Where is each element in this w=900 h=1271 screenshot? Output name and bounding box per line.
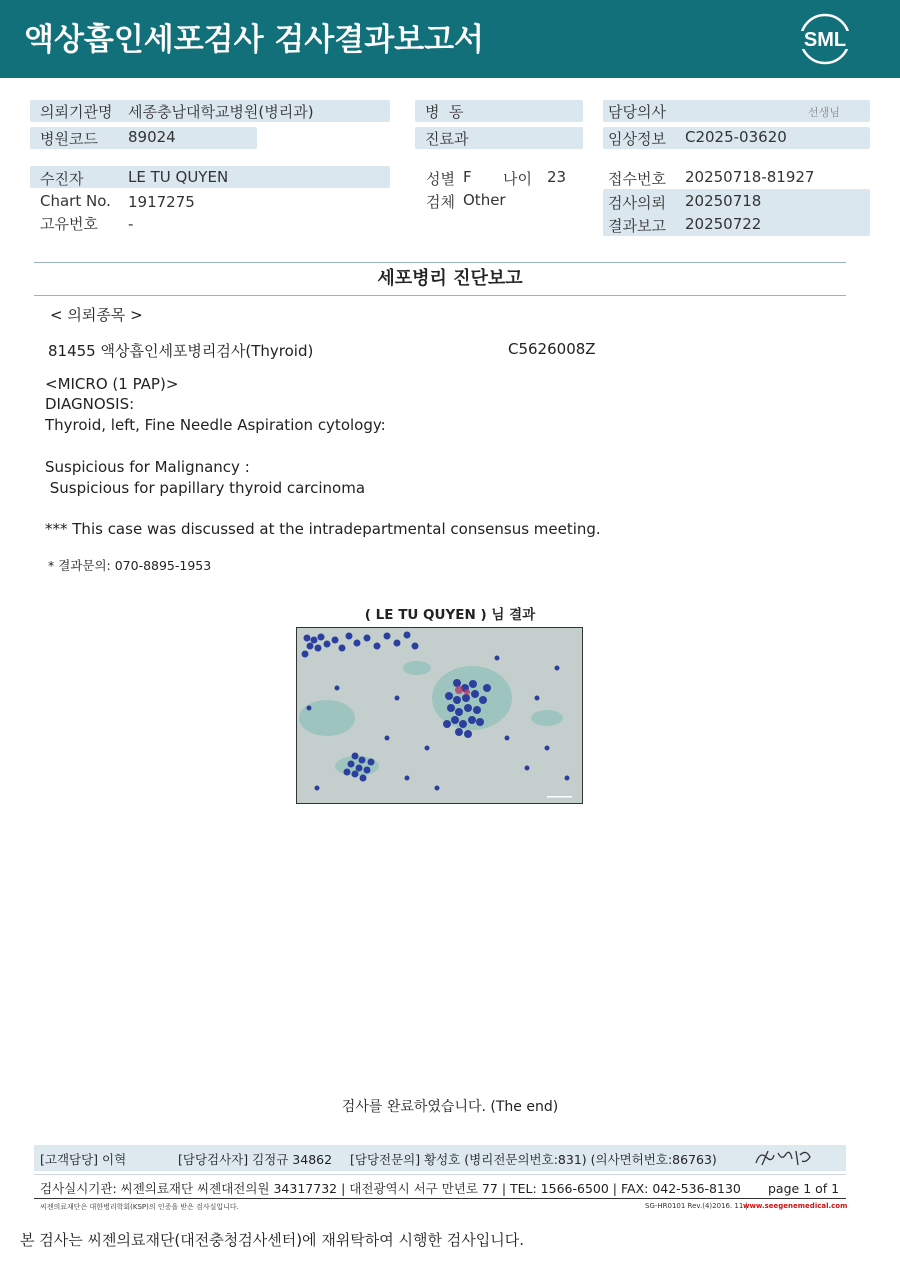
patient-label: 수진자 bbox=[40, 170, 84, 188]
clinical-info-label: 임상정보 bbox=[608, 130, 666, 148]
micro-line: <MICRO (1 PAP)> bbox=[45, 375, 179, 393]
request-date-label: 검사의뢰 bbox=[608, 194, 666, 212]
hospital-code-value: 89024 bbox=[128, 128, 176, 146]
section-top-rule bbox=[34, 262, 846, 263]
institution-info: 검사실시기관: 씨젠의료재단 씨젠대전의원 34317732 | 대전광역시 서구 만년로 77 | TEL: 1566-6500 | FAX: 042-536-8130 bbox=[40, 1181, 741, 1196]
unique-value: - bbox=[128, 215, 134, 233]
request-org-value: 세종충남대학교병원(병리과) bbox=[128, 103, 314, 121]
footer-rule-1 bbox=[34, 1174, 846, 1175]
diagnosis-category: Suspicious for Malignancy : bbox=[45, 458, 250, 476]
contact-info: * 결과문의: 070-8895-1953 bbox=[48, 558, 212, 573]
section-bottom-rule bbox=[34, 295, 846, 296]
chart-value: 1917275 bbox=[128, 193, 195, 211]
customer-contact: [고객담당] 이혁 bbox=[40, 1152, 127, 1167]
form-code: SG-HR0101 Rev.(4)2016. 11 | bbox=[645, 1202, 748, 1210]
patient-value: LE TU QUYEN bbox=[128, 168, 229, 186]
sml-logo bbox=[798, 12, 852, 66]
specimen-value: Other bbox=[463, 191, 506, 209]
order-code: C5626008Z bbox=[508, 340, 596, 358]
image-caption: ( LE TU QUYEN ) 님 결과 bbox=[364, 607, 536, 623]
signature-image bbox=[752, 1145, 816, 1175]
sex-value: F bbox=[463, 168, 472, 186]
specimen-label: 검체 bbox=[426, 193, 455, 211]
footer-rule-2 bbox=[34, 1198, 846, 1199]
hospital-code-label: 병원코드 bbox=[40, 130, 98, 148]
consignment-note: 본 검사는 씨젠의료재단(대전충청검사센터)에 재위탁하여 시행한 검사입니다. bbox=[20, 1231, 524, 1249]
page-number: page 1 of 1 bbox=[768, 1181, 840, 1196]
chart-label: Chart No. bbox=[40, 192, 111, 210]
page-title: 액상흡인세포검사 검사결과보고서 bbox=[24, 22, 484, 58]
age-value: 23 bbox=[547, 168, 567, 186]
doctor-suffix: 선생님 bbox=[808, 106, 840, 119]
order-heading: < 의뢰종목 > bbox=[50, 306, 143, 324]
department-label: 진료과 bbox=[425, 130, 469, 148]
receipt-label: 접수번호 bbox=[608, 170, 666, 188]
report-date-value: 20250722 bbox=[685, 215, 762, 233]
request-date-value: 20250718 bbox=[685, 192, 762, 210]
request-org-label: 의뢰기관명 bbox=[40, 103, 113, 121]
section-title: 세포병리 진단보고 bbox=[377, 268, 523, 289]
order-item: 81455 액상흡인세포병리검사(Thyroid) bbox=[48, 342, 314, 360]
specialist: [담당전문의] 황성호 (병리전문의번호:831) (의사면허번호:86763) bbox=[350, 1152, 717, 1167]
end-text: 검사를 완료하였습니다. (The end) bbox=[341, 1099, 559, 1115]
ksp-note: 씨젠의료재단은 대한병리학회(KSP)의 인증을 받은 검사실입니다. bbox=[40, 1203, 239, 1211]
report-date-label: 결과보고 bbox=[608, 217, 666, 235]
diagnosis-heading: DIAGNOSIS: bbox=[45, 395, 135, 413]
consensus-note: *** This case was discussed at the intradepartmental consensus meeting. bbox=[45, 520, 601, 538]
age-label: 나이 bbox=[503, 170, 532, 188]
doctor-label: 담당의사 bbox=[608, 103, 666, 121]
receipt-value: 20250718-81927 bbox=[685, 168, 815, 186]
technician: [담당검사자] 김정규 34862 bbox=[178, 1152, 333, 1167]
diagnosis-detail: Suspicious for papillary thyroid carcinoma bbox=[45, 479, 366, 497]
ward-label: 병 동 bbox=[425, 103, 464, 121]
unique-label: 고유번호 bbox=[40, 215, 98, 233]
sex-label: 성별 bbox=[426, 170, 455, 188]
diagnosis-site: Thyroid, left, Fine Needle Aspiration cytology: bbox=[45, 416, 386, 434]
website-link[interactable]: www.seegenemedical.com bbox=[743, 1202, 848, 1210]
svg-text:SML: SML bbox=[803, 29, 847, 51]
cytology-micrograph bbox=[296, 627, 583, 804]
clinical-info-value: C2025-03620 bbox=[685, 128, 787, 146]
